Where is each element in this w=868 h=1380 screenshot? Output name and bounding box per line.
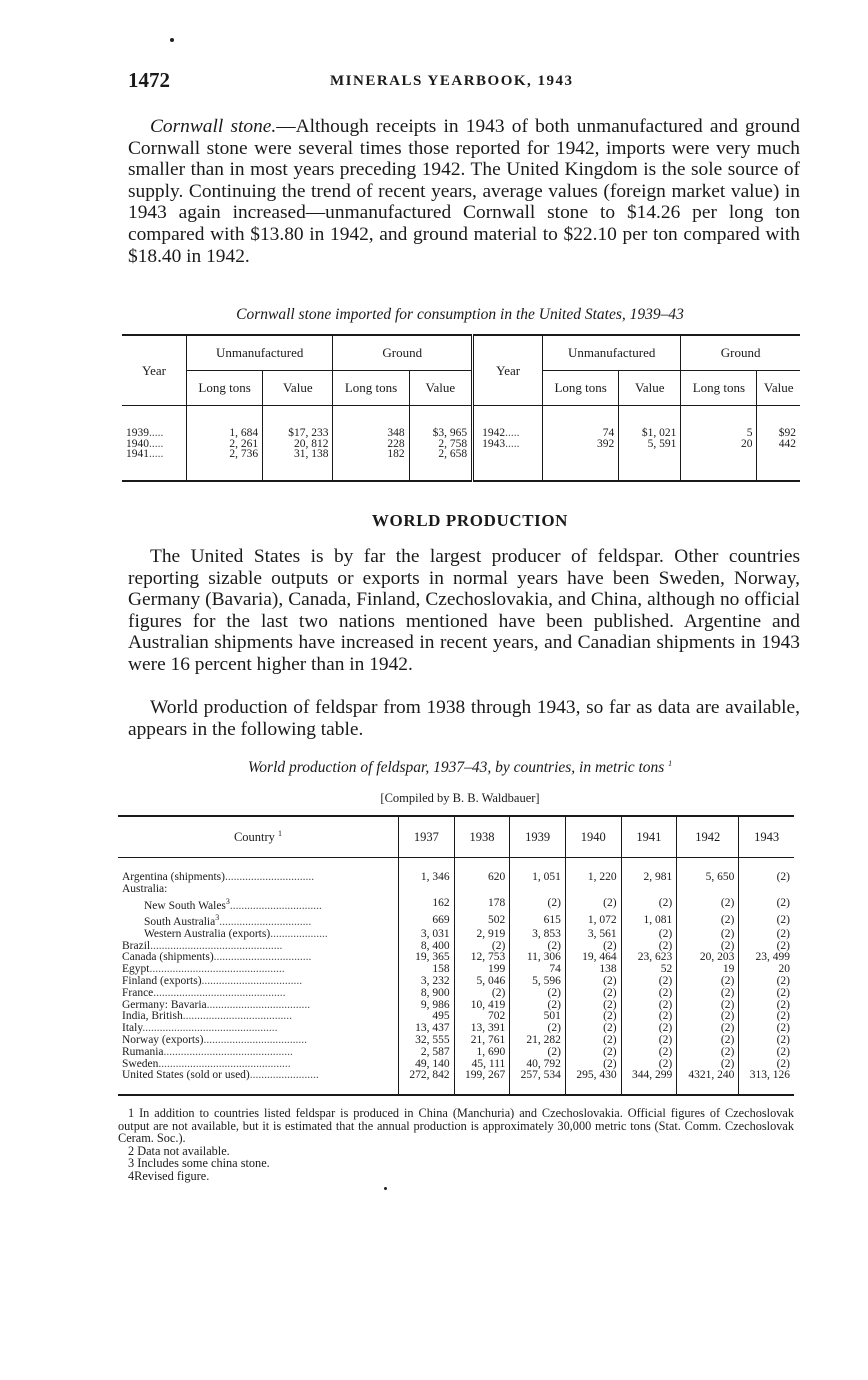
- table-row: [118, 858, 794, 884]
- value-cell: 20: [739, 964, 794, 976]
- value-cell: 2, 919: [454, 929, 510, 941]
- table-row: [118, 1000, 794, 1012]
- table-row: [118, 964, 794, 976]
- value-cell: 32, 555: [399, 1035, 455, 1047]
- country-name: Norway (exports): [122, 1035, 204, 1047]
- value-cell: (2): [739, 1023, 794, 1035]
- value-cell: 23, 623: [621, 952, 677, 964]
- value-cell: (2): [739, 976, 794, 988]
- row-year: 1941: [126, 448, 149, 460]
- value-cell: 3, 561: [565, 929, 621, 941]
- footnote-ref: 1: [278, 828, 283, 838]
- table-row: [118, 1070, 794, 1095]
- value-cell: (2): [677, 1035, 739, 1047]
- value-cell: 4321, 240: [677, 1070, 739, 1095]
- cornwall-import-table: [122, 334, 800, 482]
- cell: 1, 684: [187, 406, 263, 439]
- group-ground: Ground: [333, 335, 473, 371]
- value-cell: 5, 046: [454, 976, 510, 988]
- value-cell: 495: [399, 1011, 455, 1023]
- value-cell: (2): [565, 1011, 621, 1023]
- cornwall-lead-in: Cornwall stone.: [150, 116, 277, 137]
- table-row: [118, 929, 794, 941]
- value-cell: (2): [677, 912, 739, 929]
- table-row: [118, 884, 794, 896]
- value-cell: (2): [677, 976, 739, 988]
- table-row: [118, 952, 794, 964]
- value-cell: 19, 464: [565, 952, 621, 964]
- col-year-1942: 1942: [677, 816, 739, 858]
- country-name: India, British: [122, 1011, 183, 1023]
- empty-cell: [619, 449, 681, 481]
- value-cell: [739, 884, 794, 896]
- value-cell: 5, 650: [677, 858, 739, 884]
- cornwall-body: —Although receipts in 1943 of both unmanufactured and ground Cornwall stone were several times those reported for 1942, imports were very much smaller than in most years preceding 1942. The United Kingdom is the sole source of supply. Continuing the trend of recent years, average values (foreign market value) in 1943 again increased—unmanufactured Cornwall stone to $14.26 per long ton compared with $13.80 in 1942, and ground material to $22.10 per ton compared with $18.40 in 1942.: [128, 116, 800, 267]
- value-cell: (2): [621, 941, 677, 953]
- country-cell: Egypt...............................................: [122, 964, 285, 976]
- col-year-1943: 1943: [739, 816, 794, 858]
- value-cell: 272, 842: [399, 1070, 455, 1095]
- value-cell: (2): [677, 1000, 739, 1012]
- value-cell: (2): [565, 941, 621, 953]
- country-name: Italy: [122, 1023, 143, 1035]
- compiled-by: [Compiled by B. B. Waldbauer]: [380, 791, 540, 805]
- value-cell: 162: [399, 896, 455, 913]
- col-value: Value: [263, 371, 333, 406]
- value-cell: 344, 299: [621, 1070, 677, 1095]
- country-cell: Canada (shipments)..................................: [122, 952, 312, 964]
- value-cell: [454, 884, 510, 896]
- footnote-ref: 1: [668, 759, 673, 768]
- value-cell: 12, 753: [454, 952, 510, 964]
- value-cell: 5, 596: [510, 976, 566, 988]
- value-cell: 199, 267: [454, 1070, 510, 1095]
- country-name: United States (sold or used): [122, 1070, 250, 1082]
- cell: $17, 233: [263, 406, 333, 439]
- section-heading: WORLD PRODUCTION: [371, 511, 569, 530]
- footnote-ref: 3: [225, 896, 230, 906]
- cell: 442: [757, 439, 800, 450]
- country-cell: Rumania.............................................: [122, 1046, 293, 1058]
- cell: $1, 021: [619, 406, 681, 439]
- value-cell: 10, 419: [454, 1000, 510, 1012]
- value-cell: 501: [510, 1011, 566, 1023]
- value-cell: 21, 282: [510, 1035, 566, 1047]
- row-year: 1942: [482, 427, 506, 439]
- value-cell: 1, 051: [510, 858, 566, 884]
- value-cell: (2): [739, 1059, 794, 1071]
- value-cell: 2, 981: [621, 858, 677, 884]
- country-name: Brazil: [122, 940, 151, 952]
- empty-cell: [543, 449, 619, 481]
- value-cell: (2): [677, 1023, 739, 1035]
- country-cell: Western Australia (exports)....................: [144, 928, 328, 940]
- value-cell: (2): [565, 976, 621, 988]
- value-cell: (2): [565, 1000, 621, 1012]
- ink-speck: [170, 38, 174, 42]
- table-row: [118, 1035, 794, 1047]
- value-cell: (2): [510, 1047, 566, 1059]
- col-year-1940: 1940: [565, 816, 621, 858]
- cell: 392: [543, 439, 619, 450]
- value-cell: 1, 081: [621, 912, 677, 929]
- country-cell: Germany: Bavaria....................................: [122, 999, 311, 1011]
- value-cell: 295, 430: [565, 1070, 621, 1095]
- cell: 5, 591: [619, 439, 681, 450]
- country-name: Western Australia (exports): [144, 928, 271, 940]
- value-cell: 8, 900: [399, 988, 455, 1000]
- value-cell: (2): [677, 1047, 739, 1059]
- world-table-caption: [120, 759, 800, 777]
- value-cell: 49, 140: [399, 1059, 455, 1071]
- row-year: 1940: [126, 437, 149, 450]
- country-cell: Sweden..............................................: [122, 1058, 291, 1070]
- value-cell: 52: [621, 964, 677, 976]
- value-cell: (2): [621, 976, 677, 988]
- world-table-body: [118, 858, 794, 1096]
- value-cell: (2): [621, 1035, 677, 1047]
- country-cell: France..............................................: [122, 987, 286, 999]
- value-cell: 502: [454, 912, 510, 929]
- empty-cell: [681, 449, 757, 481]
- value-cell: 9, 986: [399, 1000, 455, 1012]
- world-caption-text: World production of feldspar, 1937–43, by countries, in metric tons: [247, 759, 665, 777]
- cell: 5: [681, 406, 757, 439]
- cell: 228: [333, 439, 409, 450]
- country-cell: United States (sold or used)........................: [122, 1070, 319, 1082]
- value-cell: 178: [454, 896, 510, 913]
- footnote: 3 Includes some china stone.: [128, 1156, 270, 1171]
- country-cell: Argentina (shipments)...............................: [122, 871, 315, 883]
- footnotes: [118, 1107, 794, 1183]
- country-name: France: [122, 987, 154, 999]
- country-name: New South Wales: [144, 899, 226, 912]
- value-cell: (2): [565, 896, 621, 913]
- cell: 74: [543, 406, 619, 439]
- value-cell: 3, 031: [399, 929, 455, 941]
- table-row: [118, 976, 794, 988]
- value-cell: 313, 126: [739, 1070, 794, 1095]
- col-country-label: Country: [233, 830, 275, 845]
- country-name: Sweden: [122, 1058, 159, 1070]
- value-cell: 74: [510, 964, 566, 976]
- cell: 20, 812: [263, 439, 333, 450]
- col-year-right: Year: [473, 335, 543, 406]
- cell: $3, 965: [409, 406, 473, 439]
- value-cell: (2): [739, 858, 794, 884]
- value-cell: 40, 792: [510, 1059, 566, 1071]
- country-cell: Brazil..............................................: [122, 940, 283, 952]
- country-name: Finland (exports): [122, 976, 202, 988]
- world-paragraph-1: The United States is by far the largest producer of feldspar. Other countries reporting sizable outputs or exports in normal years have been Sweden, Norway, Germany (Bavaria), Canada, Finland, Czechoslovakia, and China, although no official figures for the last two nations mentioned have been published. Argentine and Australian shipments have increased in recent years, and Canadian shipments in 1943 were 16 percent higher than in 1942.: [128, 546, 800, 675]
- table-row: [118, 896, 794, 913]
- value-cell: (2): [739, 1000, 794, 1012]
- value-cell: (2): [454, 988, 510, 1000]
- col-year-1941: 1941: [621, 816, 677, 858]
- col-year-1938: 1938: [454, 816, 510, 858]
- value-cell: (2): [510, 1000, 566, 1012]
- value-cell: (2): [677, 929, 739, 941]
- running-title: MINERALS YEARBOOK, 1943: [330, 73, 574, 89]
- value-cell: (2): [565, 1059, 621, 1071]
- cell: $92: [757, 406, 800, 439]
- value-cell: 1, 346: [399, 858, 455, 884]
- empty-cell: [473, 449, 543, 481]
- cell: 31, 138: [263, 449, 333, 481]
- country-cell: India, British......................................: [122, 1011, 292, 1023]
- value-cell: (2): [621, 929, 677, 941]
- country-cell: South Australia$^3$................................: [144, 913, 312, 929]
- value-cell: (2): [565, 988, 621, 1000]
- country-name: Egypt: [122, 964, 150, 976]
- value-cell: (2): [739, 1035, 794, 1047]
- value-cell: 23, 499: [739, 952, 794, 964]
- cell: 2, 758: [409, 439, 473, 450]
- value-cell: (2): [739, 1011, 794, 1023]
- table-row: 1939..... 1, 684 $17, 233 348 $3, 965 1942..... 74 $1, 021 5 $92: [122, 406, 800, 439]
- value-cell: 2, 587: [399, 1047, 455, 1059]
- value-cell: 620: [454, 858, 510, 884]
- value-cell: (2): [565, 1047, 621, 1059]
- value-cell: 19: [677, 964, 739, 976]
- value-cell: (2): [621, 1023, 677, 1035]
- table-row: [118, 1011, 794, 1023]
- table-row: [118, 941, 794, 953]
- value-cell: 138: [565, 964, 621, 976]
- value-cell: [565, 884, 621, 896]
- col-long-tons: Long tons: [681, 371, 757, 406]
- footnote-ref: 3: [215, 913, 220, 923]
- value-cell: (2): [621, 1000, 677, 1012]
- value-cell: 1, 690: [454, 1047, 510, 1059]
- col-year: Year: [142, 362, 166, 378]
- value-cell: (2): [677, 1011, 739, 1023]
- cell: 348: [333, 406, 409, 439]
- group-unmanufactured-right: Unmanufactured: [543, 335, 681, 371]
- empty-cell: [757, 449, 800, 481]
- value-cell: 1, 220: [565, 858, 621, 884]
- footnote: 2 Data not available.: [128, 1143, 230, 1158]
- value-cell: (2): [510, 988, 566, 1000]
- value-cell: 13, 391: [454, 1023, 510, 1035]
- value-cell: [510, 884, 566, 896]
- col-year-1937: 1937: [399, 816, 455, 858]
- value-cell: 19, 365: [399, 952, 455, 964]
- value-cell: (2): [739, 929, 794, 941]
- ink-speck: [384, 1187, 387, 1190]
- country-cell: New South Wales$^3$................................: [144, 896, 322, 912]
- world-production-table: [118, 815, 794, 1096]
- value-cell: (2): [677, 941, 739, 953]
- value-cell: 3, 232: [399, 976, 455, 988]
- col-value: Value: [619, 371, 681, 406]
- table-row: [118, 1023, 794, 1035]
- country-cell: Italy...............................................: [122, 1023, 278, 1035]
- cell: 2, 736: [187, 449, 263, 481]
- value-cell: (2): [621, 1011, 677, 1023]
- value-cell: [621, 884, 677, 896]
- value-cell: 669: [399, 912, 455, 929]
- value-cell: (2): [677, 896, 739, 913]
- cell: 2, 658: [409, 449, 473, 481]
- col-long-tons: Long tons: [543, 371, 619, 406]
- country-cell: [118, 884, 399, 896]
- value-cell: 45, 111: [454, 1059, 510, 1071]
- value-cell: 199: [454, 964, 510, 976]
- country-cell: Norway (exports)....................................: [122, 1035, 307, 1047]
- value-cell: (2): [739, 912, 794, 929]
- footnote: 1 In addition to countries listed feldspar is produced in China (Manchuria) and Czechoslovakia. Official figures of Czechoslovak output are not available, but it is estimated that the annual production is approximately 30,000 metric tons (Stat. Comm. Czechoslovak Ceram. Soc.).: [118, 1106, 794, 1146]
- country-name: Rumania: [122, 1046, 164, 1058]
- value-cell: 21, 761: [454, 1035, 510, 1047]
- value-cell: 20, 203: [677, 952, 739, 964]
- value-cell: (2): [621, 988, 677, 1000]
- value-cell: 615: [510, 912, 566, 929]
- value-cell: (2): [621, 1059, 677, 1071]
- value-cell: (2): [621, 896, 677, 913]
- value-cell: (2): [739, 941, 794, 953]
- value-cell: [399, 884, 455, 896]
- value-cell: (2): [677, 988, 739, 1000]
- value-cell: 3, 853: [510, 929, 566, 941]
- footnote: 4Revised figure.: [128, 1168, 210, 1183]
- col-year-1939: 1939: [510, 816, 566, 858]
- table-row: [118, 1047, 794, 1059]
- col-long-tons: Long tons: [333, 371, 409, 406]
- value-cell: (2): [454, 941, 510, 953]
- value-cell: (2): [565, 1023, 621, 1035]
- value-cell: 8, 400: [399, 941, 455, 953]
- table-row: 1941..... 2, 736 31, 138 182 2, 658: [122, 449, 800, 481]
- value-cell: [677, 884, 739, 896]
- country-cell: Finland (exports)...................................: [122, 976, 303, 988]
- value-cell: 702: [454, 1011, 510, 1023]
- row-year: 1939: [126, 427, 149, 439]
- value-cell: 1, 072: [565, 912, 621, 929]
- value-cell: (2): [739, 1047, 794, 1059]
- country-name: Argentina (shipments): [122, 871, 225, 883]
- country-name: Canada (shipments): [122, 952, 214, 964]
- value-cell: (2): [510, 941, 566, 953]
- col-value: Value: [757, 371, 800, 406]
- table-row: [118, 912, 794, 929]
- country-name: South Australia: [144, 916, 216, 929]
- cornwall-paragraph: [128, 116, 800, 267]
- table-row: 1940..... 2, 261 20, 812 228 2, 758 1943..... 392 5, 591 20 442: [122, 439, 800, 450]
- country-name: Australia:: [122, 883, 168, 895]
- value-cell: (2): [739, 988, 794, 1000]
- table-row: [118, 988, 794, 1000]
- group-unmanufactured: Unmanufactured: [187, 335, 333, 371]
- cell: 2, 261: [187, 439, 263, 450]
- value-cell: (2): [510, 1023, 566, 1035]
- row-year: 1943: [482, 437, 506, 450]
- cornwall-table-caption: Cornwall stone imported for consumption in the United States, 1939–43: [236, 306, 684, 323]
- value-cell: 257, 534: [510, 1070, 566, 1095]
- value-cell: 13, 437: [399, 1023, 455, 1035]
- col-country: [118, 816, 399, 858]
- value-cell: 11, 306: [510, 952, 566, 964]
- value-cell: (2): [739, 896, 794, 913]
- value-cell: (2): [510, 896, 566, 913]
- cell: 20: [681, 439, 757, 450]
- group-ground-right: Ground: [681, 335, 800, 371]
- col-long-tons: Long tons: [187, 371, 263, 406]
- value-cell: (2): [565, 1035, 621, 1047]
- world-paragraph-2: World production of feldspar from 1938 through 1943, so far as data are available, appears in the following table.: [128, 697, 800, 740]
- page-number: 1472: [128, 68, 170, 92]
- value-cell: (2): [677, 1059, 739, 1071]
- cell: 182: [333, 449, 409, 481]
- country-name: Germany: Bavaria: [122, 999, 207, 1011]
- value-cell: (2): [621, 1047, 677, 1059]
- value-cell: 158: [399, 964, 455, 976]
- col-value: Value: [409, 371, 473, 406]
